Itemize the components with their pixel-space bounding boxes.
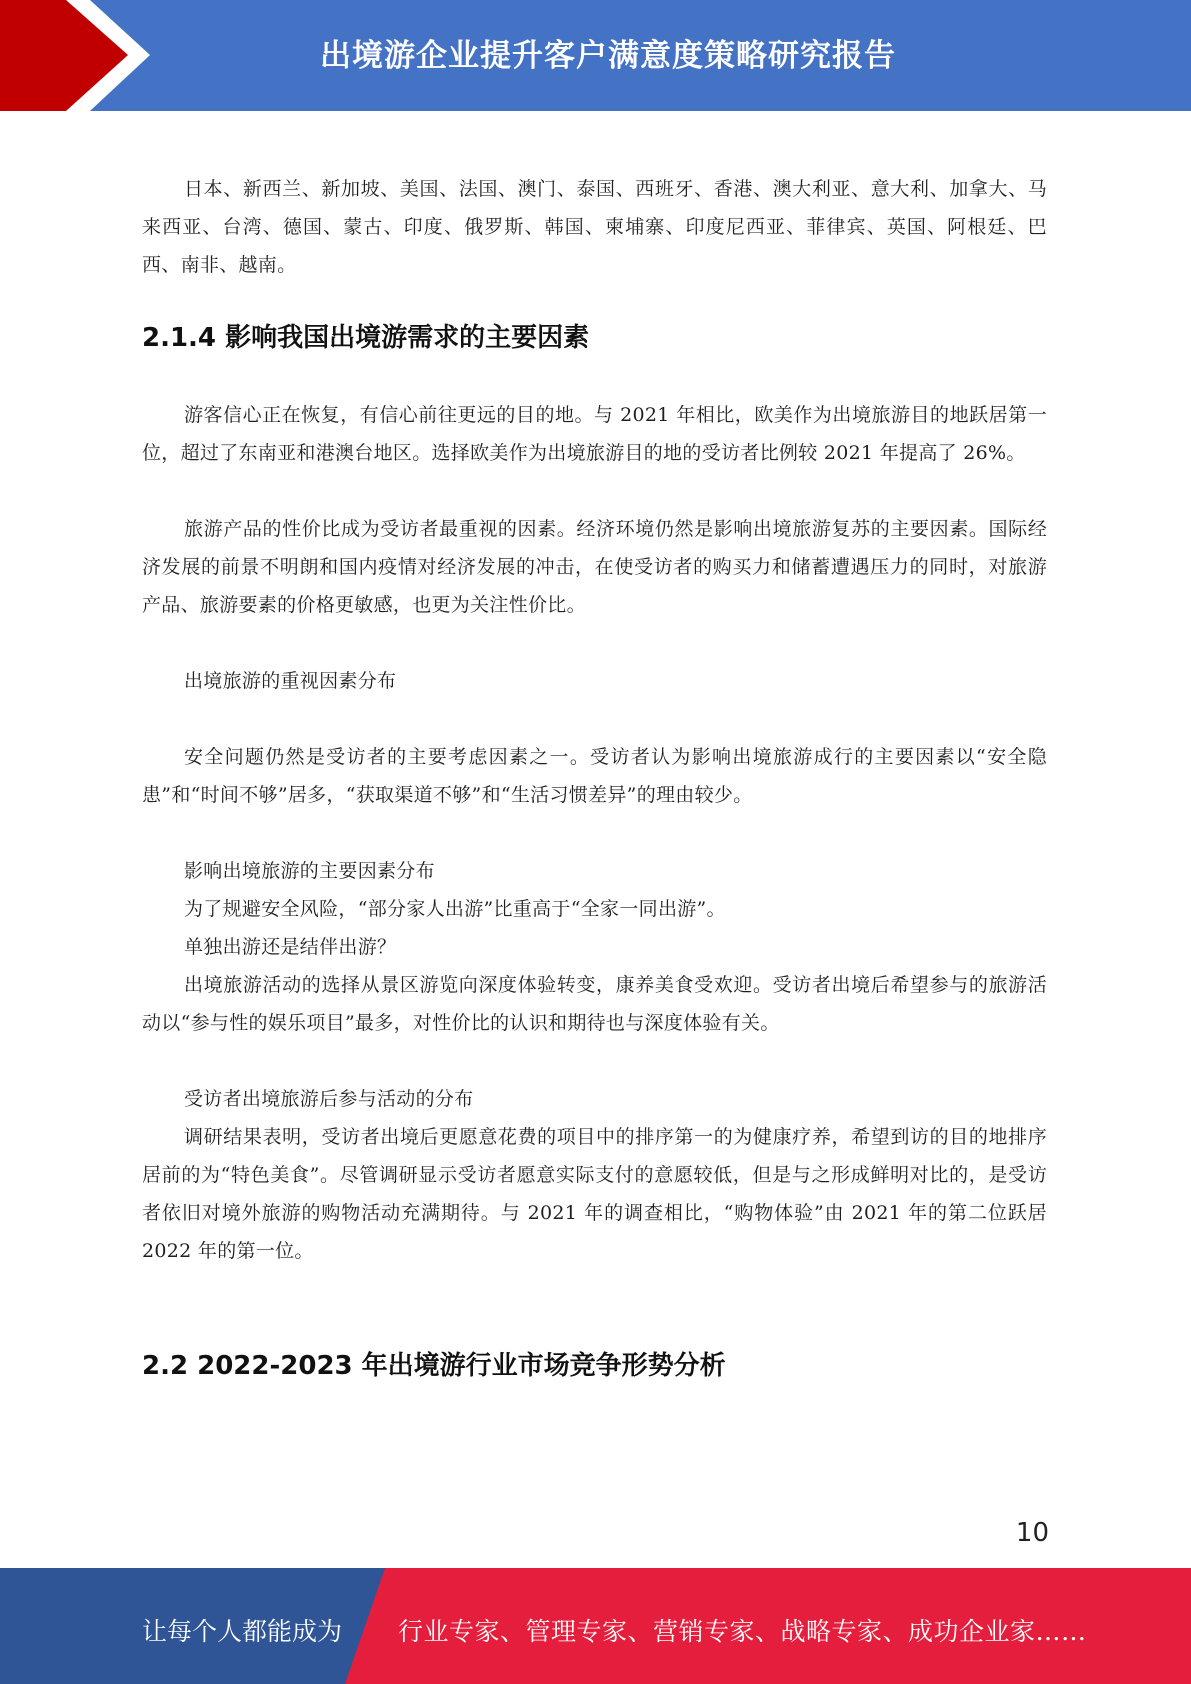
paragraph-family-travel: 为了规避安全风险，“部分家人出游”比重高于“全家一同出游”。 — [184, 898, 726, 920]
paragraph-activities: 出境旅游活动的选择从景区游览向深度体验转变，康养美食受欢迎。受访者出境后希望参与的旅游活动以“参与性的娱乐项目”最多，对性价比的认识和期待也与深度体验有关。 — [142, 974, 1047, 1034]
paragraph-value-for-money: 旅游产品的性价比成为受访者最重视的因素。经济环境仍然是影响出境旅游复苏的主要因素。国际经济发展的前景不明朗和国内疫情对经济发展的冲击，在使受访者的购买力和储蓄遭遇压力的同时，对旅游产品、旅游要素的价格更敏感，也更为关注性价比。 — [142, 518, 1047, 616]
figure-caption-factors: 出境旅游的重视因素分布 — [184, 670, 397, 692]
paragraph-countries: 日本、新西兰、新加坡、美国、法国、澳门、泰国、西班牙、香港、澳大利亚、意大利、加拿大、马来西亚、台湾、德国、蒙古、印度、俄罗斯、韩国、柬埔寨、印度尼西亚、菲律宾、英国、阿根廷、巴西、南非、越南。 — [142, 178, 1047, 276]
section-heading-2-2: 2.2 2022-2023 年出境游行业市场竞争形势分析 — [142, 1351, 726, 1381]
paragraph-alone-or-group: 单独出游还是结伴出游？ — [184, 936, 397, 958]
section-heading-2-1-4: 2.1.4 影响我国出境游需求的主要因素 — [142, 323, 590, 353]
paragraph-safety: 安全问题仍然是受访者的主要考虑因素之一。受访者认为影响出境旅游成行的主要因素以“安全隐患”和“时间不够”居多，“获取渠道不够”和“生活习惯差异”的理由较少。 — [142, 746, 1047, 806]
paragraph-survey-results: 调研结果表明，受访者出境后更愿意花费的项目中的排序第一的为健康疗养，希望到访的目的地排序居前的为“特色美食”。尽管调研显示受访者愿意实际支付的意愿较低，但是与之形成鲜明对比的，是受访者依旧对境外旅游的购物活动充满期待。与 2021 年的调查相比，“购物体验”由 2021 年的第二位跃居 2022 年的第一位。 — [142, 1126, 1047, 1262]
page-content — [142, 170, 1047, 1386]
footer-slogan: 让每个人都能成为 — [142, 1617, 343, 1646]
paragraph-confidence: 游客信心正在恢复，有信心前往更远的目的地。与 2021 年相比，欧美作为出境旅游目的地跃居第一位，超过了东南亚和港澳台地区。选择欧美作为出境旅游目的地的受访者比例较 2021 年提高了 26%。 — [142, 404, 1047, 464]
page-header — [0, 0, 1191, 111]
report-title: 出境游企业提升客户满意度策略研究报告 — [320, 38, 896, 74]
figure-caption-main-factors: 影响出境旅游的主要因素分布 — [184, 860, 435, 882]
figure-caption-activities: 受访者出境旅游后参与活动的分布 — [184, 1088, 474, 1110]
page-number: 10 — [1015, 1518, 1049, 1548]
page-footer — [0, 1568, 1191, 1684]
footer-roles: 行业专家、管理专家、营销专家、战略专家、成功企业家…… — [398, 1617, 1087, 1646]
